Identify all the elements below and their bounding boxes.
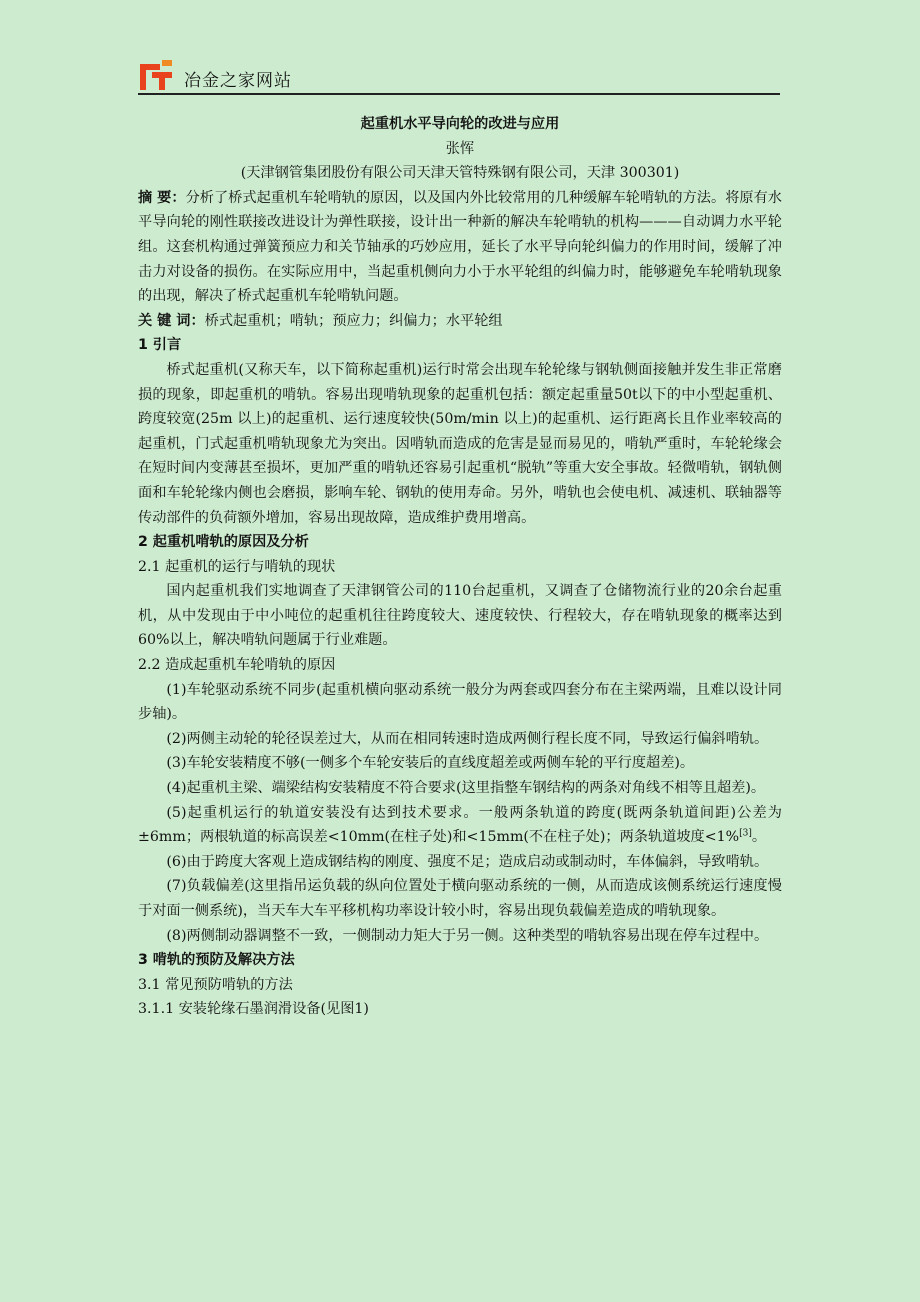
section-heading-2: 2 起重机啃轨的原因及分析 [138, 534, 309, 551]
article-title: 起重机水平导向轮的改进与应用 [360, 116, 560, 132]
cause-item-4: (4)起重机主梁、端梁结构安装精度不符合要求(这里指整车钢结构的两条对角线不相等且超差)。 [166, 780, 766, 797]
cause-item-7: (7)负载偏差(这里指吊运负载的纵向位置处于横向驱动系统的一侧，从而造成该侧系统运行速度慢于对面一侧系统)，当天车大车平移机构功率设计较小时，容易出现负载偏差造成的啃轨现象。 [138, 878, 782, 919]
paragraph-s2-1: 国内起重机我们实地调查了天津钢管公司的110台起重机，又调查了仓储物流行业的20余台起重机，从中发现由于中小吨位的起重机往往跨度较大、速度较快、行程较大，存在啃轨现象的概率达到60%以上，解决啃轨问题属于行业难题。 [138, 583, 782, 649]
section-heading-1: 1 引言 [138, 337, 182, 354]
subsection-heading-3-1: 3.1 常见预防啃轨的方法 [138, 976, 293, 993]
abstract-label: 摘 要： [138, 189, 186, 206]
section-heading-3: 3 啃轨的预防及解决方法 [138, 952, 295, 969]
subsection-heading-3-1-1: 3.1.1 安装轮缘石墨润滑设备(见图1) [138, 1001, 369, 1018]
header-divider [138, 93, 780, 95]
cause-item-5 [138, 801, 782, 850]
citation-ref[interactable]: [3] [739, 828, 752, 839]
cause-item-3: (3)车轮安装精度不够(一侧多个车轮安装后的直线度超差或两侧车轮的平行度超差)。 [166, 755, 695, 772]
keywords [138, 309, 782, 334]
abstract [138, 186, 782, 309]
cause-item-1: (1)车轮驱动系统不同步(起重机横向驱动系统一般分为两套或四套分布在主梁两端，且难以设计同步轴)。 [138, 681, 782, 723]
cause-item-5-text: (5)起重机运行的轨道安装没有达到技术要求。一般两条轨道的跨度(既两条轨道间距)公差为±6mm；两根轨道的标高误差<10mm(在柱子处)和<15mm(不在柱子处)；两条轨道坡度<1% [138, 804, 782, 846]
keywords-label: 关 键 词： [138, 312, 205, 329]
cause-item-2: (2)两侧主动轮的轮径误差过大，从而在相同转速时造成两侧行程长度不同，导致运行偏斜啃轨。 [166, 730, 769, 747]
subsection-heading-2-2: 2.2 造成起重机车轮啃轨的原因 [138, 657, 336, 674]
cause-item-6: (6)由于跨度大客观上造成钢结构的刚度、强度不足；造成启动或制动时，车体偏斜，导致啃轨。 [166, 853, 769, 870]
cause-item-8: (8)两侧制动器调整不一致，一侧制动力矩大于另一侧。这种类型的啃轨容易出现在停车过程中。 [166, 927, 769, 944]
paragraph-s1: 桥式起重机(又称天车，以下简称起重机)运行时常会出现车轮轮缘与钢轨侧面接触并发生非正常磨损的现象，即起重机的啃轨。容易出现啃轨现象的起重机包括：额定起重量50t以下的中小型起重机、跨度较宽(25m 以上)的起重机、运行速度较快(50m/min 以上)的起重机、运行距离长且作业率较高的起重机，门式起重机啃轨现象尤为突出。因啃轨而造成的危害是显而易见的，啃轨严重时，车轮轮缘会在短时间内变薄甚至损坏，更加严重的啃轨还容易引起重机“脱轨”等重大安全事故。轻微啃轨，钢轨侧面和车轮轮缘内侧也会磨损，影响车轮、钢轨的使用寿命。另外，啃轨也会使电机、减速机、联轴器等传动部件的负荷额外增加，容易出现故障，造成维护费用增高。 [138, 361, 782, 526]
abstract-text: 分析了桥式起重机车轮啃轨的原因，以及国内外比较常用的几种缓解车轮啃轨的方法。将原有水平导向轮的刚性联接改进设计为弹性联接，设计出一种新的解决车轮啃轨的机构———自动调力水平轮组。这套机构通过弹簧预应力和关节轴承的巧妙应用，延长了水平导向轮纠偏力的作用时间，缓解了冲击力对设备的损伤。在实际应用中，当起重机侧向力小于水平轮组的纠偏力时，能够避免车轮啃轨现象的出现，解决了桥式起重机车轮啃轨问题。 [138, 189, 782, 305]
site-name[interactable]: 冶金之家网站 [184, 71, 292, 91]
article-author: 张恽 [445, 140, 475, 157]
site-logo-icon [138, 58, 174, 92]
site-header [138, 56, 780, 96]
article-affiliation: (天津钢管集团股份有限公司天津天管特殊钢有限公司，天津 300301) [240, 165, 680, 182]
article-body [138, 112, 782, 1022]
subsection-heading-2-1: 2.1 起重机的运行与啃轨的现状 [138, 558, 336, 575]
cause-item-5-end: 。 [751, 829, 767, 846]
keywords-text: 桥式起重机；啃轨；预应力；纠偏力；水平轮组 [204, 312, 503, 329]
